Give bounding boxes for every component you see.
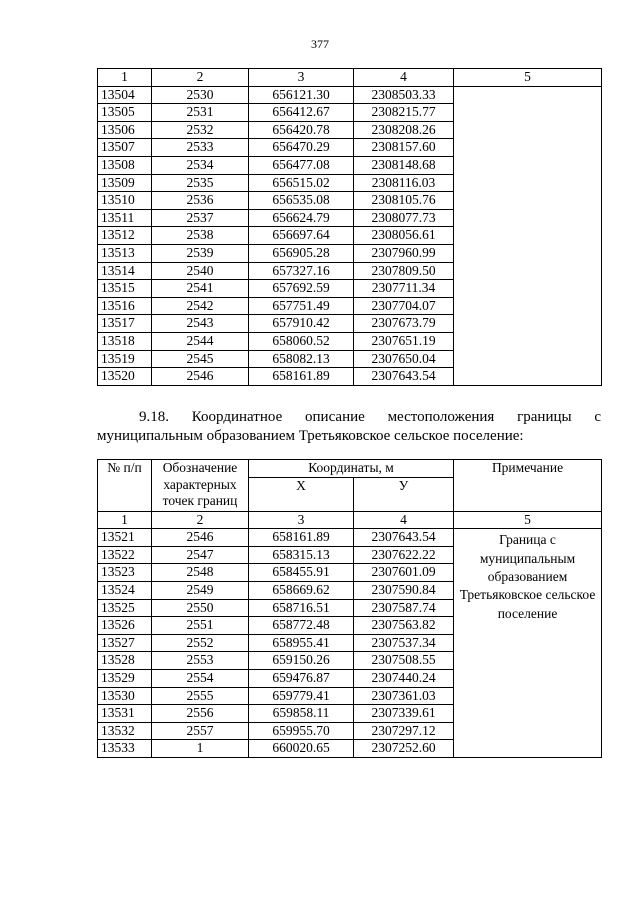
header-x: Х — [249, 477, 354, 511]
table-cell: 656412.67 — [249, 104, 354, 122]
table-cell: 2307673.79 — [354, 315, 454, 333]
table-cell: 2307601.09 — [354, 564, 454, 582]
table-cell: 13521 — [98, 529, 152, 547]
table-cell: 13519 — [98, 350, 152, 368]
table-cell: 2548 — [152, 564, 249, 582]
table-cell: 2541 — [152, 280, 249, 298]
table-cell: 659955.70 — [249, 722, 354, 740]
table-cell: 2533 — [152, 139, 249, 157]
table-cell: 13506 — [98, 121, 152, 139]
table-cell: 658315.13 — [249, 546, 354, 564]
heading-word: местоположения — [387, 409, 495, 425]
note-cell-empty — [454, 86, 602, 385]
table-cell: 2545 — [152, 350, 249, 368]
table-cell: 13504 — [98, 86, 152, 104]
table-cell: 656420.78 — [249, 121, 354, 139]
index-cell: 4 — [354, 69, 454, 87]
table-cell: 2307563.82 — [354, 617, 454, 635]
table-cell: 13515 — [98, 280, 152, 298]
table-cell: 2552 — [152, 634, 249, 652]
table-cell: 13524 — [98, 581, 152, 599]
table-cell: 2307537.34 — [354, 634, 454, 652]
table-cell: 656470.29 — [249, 139, 354, 157]
table-cell: 657751.49 — [249, 297, 354, 315]
table-cell: 13511 — [98, 209, 152, 227]
table-cell: 2307252.60 — [354, 740, 454, 758]
table-cell: 2307339.61 — [354, 705, 454, 723]
table-cell: 13527 — [98, 634, 152, 652]
table-cell: 1 — [152, 740, 249, 758]
index-row — [98, 69, 602, 87]
index-cell: 2 — [152, 69, 249, 87]
table-cell: 2307622.22 — [354, 546, 454, 564]
header-y: У — [354, 477, 454, 511]
table-cell: 13507 — [98, 139, 152, 157]
index-cell: 1 — [98, 69, 152, 87]
table-cell: 2307440.24 — [354, 669, 454, 687]
table-cell: 2307711.34 — [354, 280, 454, 298]
index-cell: 3 — [249, 511, 354, 529]
table-cell: 657327.16 — [249, 262, 354, 280]
table-cell: 2536 — [152, 192, 249, 210]
heading-word: описание — [305, 409, 365, 425]
table-cell: 13514 — [98, 262, 152, 280]
header-designation: Обозначение характерных точек границ — [152, 460, 249, 512]
table-cell: 2307650.04 — [354, 350, 454, 368]
index-cell: 4 — [354, 511, 454, 529]
table-cell: 13533 — [98, 740, 152, 758]
table-cell: 2550 — [152, 599, 249, 617]
heading-word: Координатное — [191, 409, 283, 425]
table-cell: 2544 — [152, 332, 249, 350]
table-cell: 13526 — [98, 617, 152, 635]
table-cell: 2308215.77 — [354, 104, 454, 122]
table-cell: 656697.64 — [249, 227, 354, 245]
table-cell: 2308116.03 — [354, 174, 454, 192]
table-cell: 2307643.54 — [354, 529, 454, 547]
section-number: 9.18. — [139, 409, 169, 425]
table-cell: 2530 — [152, 86, 249, 104]
table-cell: 2307960.99 — [354, 244, 454, 262]
table-cell: 656121.30 — [249, 86, 354, 104]
table-cell: 2555 — [152, 687, 249, 705]
table-cell: 658772.48 — [249, 617, 354, 635]
table-cell: 2546 — [152, 368, 249, 386]
coordinates-table-continued — [97, 68, 602, 386]
header-note: Примечание — [454, 460, 602, 512]
header-num: № п/п — [98, 460, 152, 512]
table-cell: 2553 — [152, 652, 249, 670]
table-cell: 2549 — [152, 581, 249, 599]
table-cell: 13532 — [98, 722, 152, 740]
table-cell: 658669.62 — [249, 581, 354, 599]
boundary-note: Граница с муниципальным образованием Третьяковское сельское поселение — [454, 529, 602, 758]
section-heading-line-2: муниципальным образованием Третьяковское сельское поселение: — [97, 428, 524, 444]
table-cell: 2308105.76 — [354, 192, 454, 210]
table-cell: 2540 — [152, 262, 249, 280]
table-cell: 2551 — [152, 617, 249, 635]
table-cell: 2307361.03 — [354, 687, 454, 705]
table-cell: 2543 — [152, 315, 249, 333]
table-cell: 2554 — [152, 669, 249, 687]
page-number: 377 — [311, 37, 329, 51]
section-heading-line-1 — [97, 408, 601, 427]
table-cell: 656515.02 — [249, 174, 354, 192]
table-cell: 656535.08 — [249, 192, 354, 210]
header-coordinates: Координаты, м — [249, 460, 454, 478]
table-cell: 2531 — [152, 104, 249, 122]
table-cell: 2307643.54 — [354, 368, 454, 386]
table-cell: 2534 — [152, 156, 249, 174]
table-cell: 13523 — [98, 564, 152, 582]
table-cell: 13517 — [98, 315, 152, 333]
table-cell: 2539 — [152, 244, 249, 262]
table-cell: 2307590.84 — [354, 581, 454, 599]
table-cell: 2308056.61 — [354, 227, 454, 245]
index-cell: 2 — [152, 511, 249, 529]
table-row — [98, 529, 602, 547]
table-cell: 2308148.68 — [354, 156, 454, 174]
table-row — [98, 86, 602, 104]
table-cell: 13509 — [98, 174, 152, 192]
table-cell: 657692.59 — [249, 280, 354, 298]
table-cell: 13520 — [98, 368, 152, 386]
table-cell: 2546 — [152, 529, 249, 547]
table-cell: 656477.08 — [249, 156, 354, 174]
table-cell: 659858.11 — [249, 705, 354, 723]
table-cell: 658716.51 — [249, 599, 354, 617]
table-cell: 2307809.50 — [354, 262, 454, 280]
table-cell: 2307587.74 — [354, 599, 454, 617]
table-cell: 13529 — [98, 669, 152, 687]
table-cell: 656905.28 — [249, 244, 354, 262]
table-cell: 2537 — [152, 209, 249, 227]
index-cell: 5 — [454, 69, 602, 87]
index-cell: 3 — [249, 69, 354, 87]
table-cell: 2532 — [152, 121, 249, 139]
table-cell: 2307704.07 — [354, 297, 454, 315]
table-cell: 2556 — [152, 705, 249, 723]
table-cell: 2538 — [152, 227, 249, 245]
table-cell: 658161.89 — [249, 529, 354, 547]
table-cell: 13530 — [98, 687, 152, 705]
table-cell: 13528 — [98, 652, 152, 670]
table-cell: 657910.42 — [249, 315, 354, 333]
table-cell: 659476.87 — [249, 669, 354, 687]
table-cell: 656624.79 — [249, 209, 354, 227]
table-cell: 2307297.12 — [354, 722, 454, 740]
table-cell: 658161.89 — [249, 368, 354, 386]
table-cell: 658060.52 — [249, 332, 354, 350]
table-cell: 13513 — [98, 244, 152, 262]
table-cell: 659150.26 — [249, 652, 354, 670]
index-cell: 1 — [98, 511, 152, 529]
table-cell: 2308077.73 — [354, 209, 454, 227]
table-cell: 658082.13 — [249, 350, 354, 368]
heading-word: с — [594, 409, 602, 425]
table-cell: 658955.41 — [249, 634, 354, 652]
coordinates-table-tretyakovskoe — [97, 459, 602, 758]
table-cell: 13516 — [98, 297, 152, 315]
index-cell: 5 — [454, 511, 602, 529]
table-cell: 13505 — [98, 104, 152, 122]
table-cell: 2547 — [152, 546, 249, 564]
table-cell: 2308208.26 — [354, 121, 454, 139]
table-cell: 13508 — [98, 156, 152, 174]
table-cell: 13512 — [98, 227, 152, 245]
table-cell: 13518 — [98, 332, 152, 350]
table-cell: 2542 — [152, 297, 249, 315]
table-cell: 660020.65 — [249, 740, 354, 758]
table-cell: 2308503.33 — [354, 86, 454, 104]
table-cell: 658455.91 — [249, 564, 354, 582]
index-row — [98, 511, 602, 529]
heading-word: границы — [517, 409, 572, 425]
table-cell: 13531 — [98, 705, 152, 723]
table-cell: 2535 — [152, 174, 249, 192]
table-cell: 659779.41 — [249, 687, 354, 705]
table-cell: 2557 — [152, 722, 249, 740]
table-cell: 2308157.60 — [354, 139, 454, 157]
table-cell: 2307651.19 — [354, 332, 454, 350]
table-cell: 13525 — [98, 599, 152, 617]
table-cell: 2307508.55 — [354, 652, 454, 670]
table-cell: 13522 — [98, 546, 152, 564]
table-cell: 13510 — [98, 192, 152, 210]
